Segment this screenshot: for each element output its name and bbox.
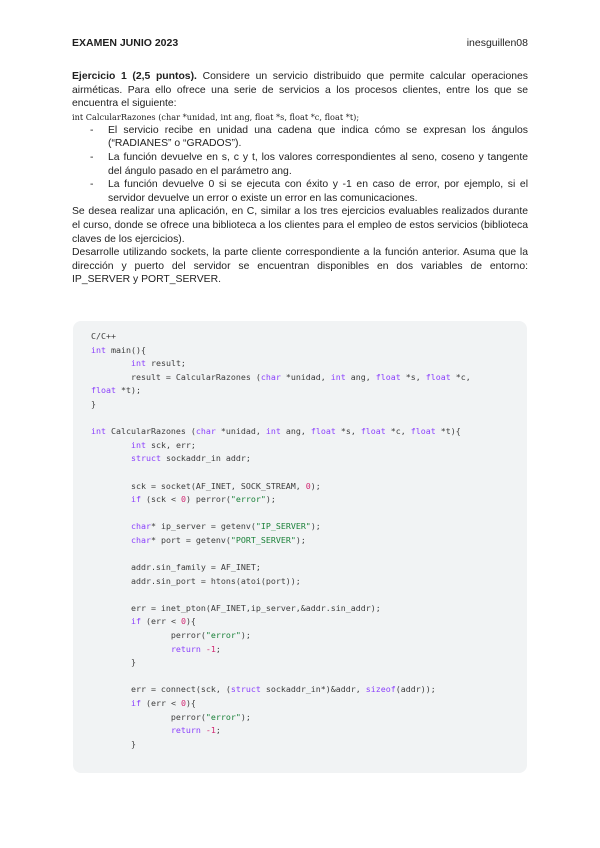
- code-line: return -1;: [170, 643, 221, 654]
- code-line: int main(){: [91, 344, 146, 355]
- code-listing: [91, 330, 471, 751]
- requirements-list: [72, 124, 528, 206]
- code-line: int result;: [130, 358, 186, 369]
- code-line: return -1;: [170, 725, 221, 736]
- list-item: - La función devuelve 0 si se ejecuta con éxito y -1 en caso de error, por ejemplo, si el servidor devuelve un error o existe un error en las comunicaciones.: [72, 178, 528, 205]
- code-lines: [91, 345, 471, 749]
- exercise-body: [72, 70, 528, 287]
- code-line: char* port = getenv("PORT_SERVER");: [130, 534, 306, 545]
- code-line: addr.sin_family = AF_INET;: [91, 562, 261, 573]
- code-line: int CalcularRazones (char *unidad, int ang, float *s, float *c, float *t){: [91, 426, 461, 437]
- function-signature: int CalcularRazones (char *unidad, int ang, float *s, float *c, float *t);: [72, 111, 360, 122]
- code-line: if (err < 0){: [130, 616, 196, 627]
- paragraph-task: Desarrolle utilizando sockets, la parte cliente correspondiente a la función anterior. Asuma que la dirección y puerto del servidor se encuentran disponibles en dos variables de entorno: IP_SERVER y PORT_SERVER.: [72, 247, 528, 286]
- code-line: }: [91, 398, 96, 409]
- code-line: if (sck < 0) perror("error");: [130, 494, 276, 505]
- code-line: err = inet_pton(AF_INET,ip_server,&addr.sin_addr);: [91, 602, 381, 613]
- list-item: - El servicio recibe en unidad una cadena que indica cómo se expresan los ángulos (“RADIANES” o “GRADOS”).: [72, 124, 528, 151]
- exercise-intro: [72, 70, 528, 111]
- code-line: }: [91, 738, 136, 749]
- code-line: addr.sin_port = htons(atoi(port));: [91, 575, 301, 586]
- code-line: char* ip_server = getenv("IP_SERVER");: [130, 521, 321, 532]
- code-line: sck = socket(AF_INET, SOCK_STREAM, 0);: [91, 480, 321, 491]
- exercise-intro-text: Considere un servicio distribuido que permite calcular operaciones airméticas. Para ello ofrece una serie de servicios a los procesos clientes, entre los que se encuentra el siguiente:: [72, 71, 528, 110]
- author-name: inesguillen08: [466, 37, 528, 49]
- list-item: - La función devuelve en s, c y t, los valores correspondientes al seno, coseno y tangente del ángulo pasado en el parámetro ang.: [72, 151, 528, 178]
- code-language-label: C/C++: [91, 331, 116, 341]
- code-line: float *t);: [91, 385, 141, 396]
- exercise-heading: Ejercicio 1 (2,5 puntos).: [72, 71, 197, 82]
- code-line: struct sockaddr_in addr;: [130, 453, 251, 464]
- code-line: result = CalcularRazones (char *unidad, int ang, float *s, float *c,: [91, 371, 471, 382]
- code-line: }: [91, 657, 136, 668]
- page-header: [72, 37, 528, 51]
- paragraph-context: Se desea realizar una aplicación, en C, similar a los tres ejercicios evaluables realizados durante el curso, donde se ofrece una biblioteca a los clientes para el empleo de estos servicios (biblioteca claves de los ejercicios).: [72, 206, 528, 245]
- code-line: if (err < 0){: [130, 698, 196, 709]
- code-line: err = connect(sck, (struct sockaddr_in*)&addr, sizeof(addr));: [91, 684, 436, 695]
- exam-title: EXAMEN JUNIO 2023: [72, 37, 179, 49]
- code-line: perror("error");: [91, 711, 251, 722]
- code-line: perror("error");: [91, 630, 251, 641]
- code-block: [73, 321, 527, 773]
- code-line: int sck, err;: [130, 439, 196, 450]
